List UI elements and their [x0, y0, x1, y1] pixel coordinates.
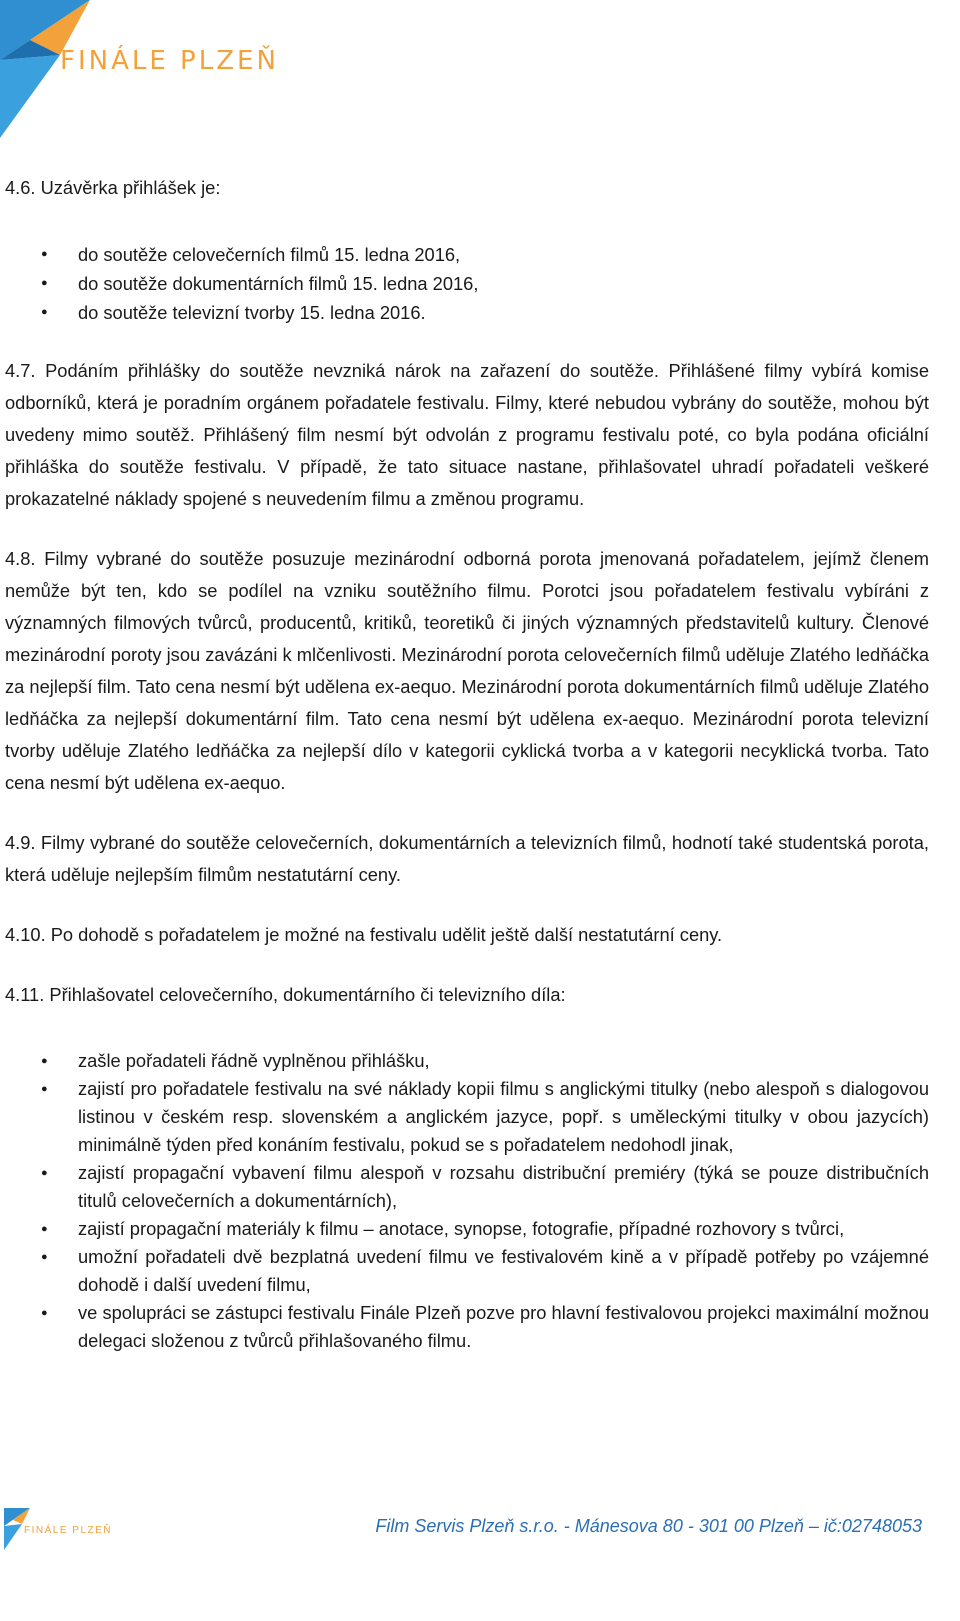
list-item: ● ve spolupráci se zástupci festivalu Finále Plzeň pozve pro hlavní festivalovou projekci maximální možnou delegaci složenou z tvůrců přihlašovaného filmu.: [5, 1299, 929, 1355]
section-4-7: 4.7. Podáním přihlášky do soutěže nevzniká nárok na zařazení do soutěže. Přihlášené filmy vybírá komise odborníků, která je poradním orgánem pořadatele festivalu. Filmy, které nebudou vybrány do soutěže, mohou být uvedeny mimo soutěž. Přihlášený film nesmí být odvolán z programu festivalu poté, co byla podána oficiální přihláška do soutěže festivalu. V případě, že tato situace nastane, přihlašovatel uhradí pořadateli veškeré prokazatelné náklady spojené s neuvedením filmu a změnou programu.: [5, 360, 929, 509]
list-item: ● do soutěže televizní tvorby 15. ledna 2016.: [5, 298, 929, 327]
section-4-11-heading: 4.11. Přihlašovatel celovečerního, dokumentárního či televizního díla:: [5, 984, 566, 1005]
list-item: ● zajistí pro pořadatele festivalu na své náklady kopii filmu s anglickými titulky (nebo alespoň s dialogovou listinou v českém resp. slovenském a anglickém jazyce, popř. s uměleckými titulky v obou jazycích) minimálně týden před konáním festivalu, pokud se s pořadatelem nedohodl jinak,: [5, 1075, 929, 1159]
deadline-list: [5, 240, 929, 327]
list-item: ● umožní pořadateli dvě bezplatná uvedení filmu ve festivalovém kině a v případě potřeby po vzájemné dohodě i další uvedení filmu,: [5, 1243, 929, 1299]
festival-logo: [0, 0, 300, 150]
document-body: [5, 172, 929, 1355]
section-4-9: 4.9. Filmy vybrané do soutěže celovečerních, dokumentárních a televizních filmů, hodnotí také studentská porota, která uděluje nejlepším filmům nestatutární ceny.: [5, 832, 929, 885]
footer-address: Film Servis Plzeň s.r.o. - Mánesova 80 - 301 00 Plzeň – ič:02748053: [375, 1516, 922, 1536]
logo-text: FINÁLE PLZEŇ: [60, 46, 279, 76]
section-4-6-heading: 4.6. Uzávěrka přihlášek je:: [5, 177, 221, 198]
list-item: ● zajistí propagační vybavení filmu alespoň v rozsahu distribuční premiéry (týká se pouze distribučních titulů celovečerních a dokumentárních),: [5, 1159, 929, 1215]
list-item: ● zašle pořadateli řádně vyplněnou přihlášku,: [5, 1047, 929, 1075]
list-item: ● do soutěže dokumentárních filmů 15. ledna 2016,: [5, 269, 929, 298]
list-item: ● zajistí propagační materiály k filmu – anotace, synopse, fotografie, případné rozhovory s tvůrci,: [5, 1215, 929, 1243]
list-item: ● do soutěže celovečerních filmů 15. ledna 2016,: [5, 240, 929, 269]
section-4-10: 4.10. Po dohodě s pořadatelem je možné na festivalu udělit ještě další nestatutární ceny.: [5, 924, 723, 945]
footer-logo-text: FINÁLE PLZEŇ: [24, 1525, 113, 1536]
section-4-8: 4.8. Filmy vybrané do soutěže posuzuje mezinárodní odborná porota jmenovaná pořadatelem, jejímž členem nemůže být ten, kdo se podílel na vzniku soutěžního filmu. Porotci jsou pořadatelem festivalu vybíráni z významných filmových tvůrců, producentů, kritiků, teoretiků či jiných významných představitelů kultury. Členové mezinárodní poroty jsou zavázáni k mlčenlivosti. Mezinárodní porota celovečerních filmů uděluje Zlatého ledňáčka za nejlepší film. Tato cena nesmí být udělena ex-aequo. Mezinárodní porota dokumentárních filmů uděluje Zlatého ledňáčka za nejlepší dokumentární film. Tato cena nesmí být udělena ex-aequo. Mezinárodní porota televizní tvorby uděluje Zlatého ledňáčka za nejlepší dílo v kategorii cyklická tvorba a v kategorii necyklická tvorba. Tato cena nesmí být udělena ex-aequo.: [5, 548, 929, 793]
applicant-duties-list: [5, 1047, 929, 1355]
